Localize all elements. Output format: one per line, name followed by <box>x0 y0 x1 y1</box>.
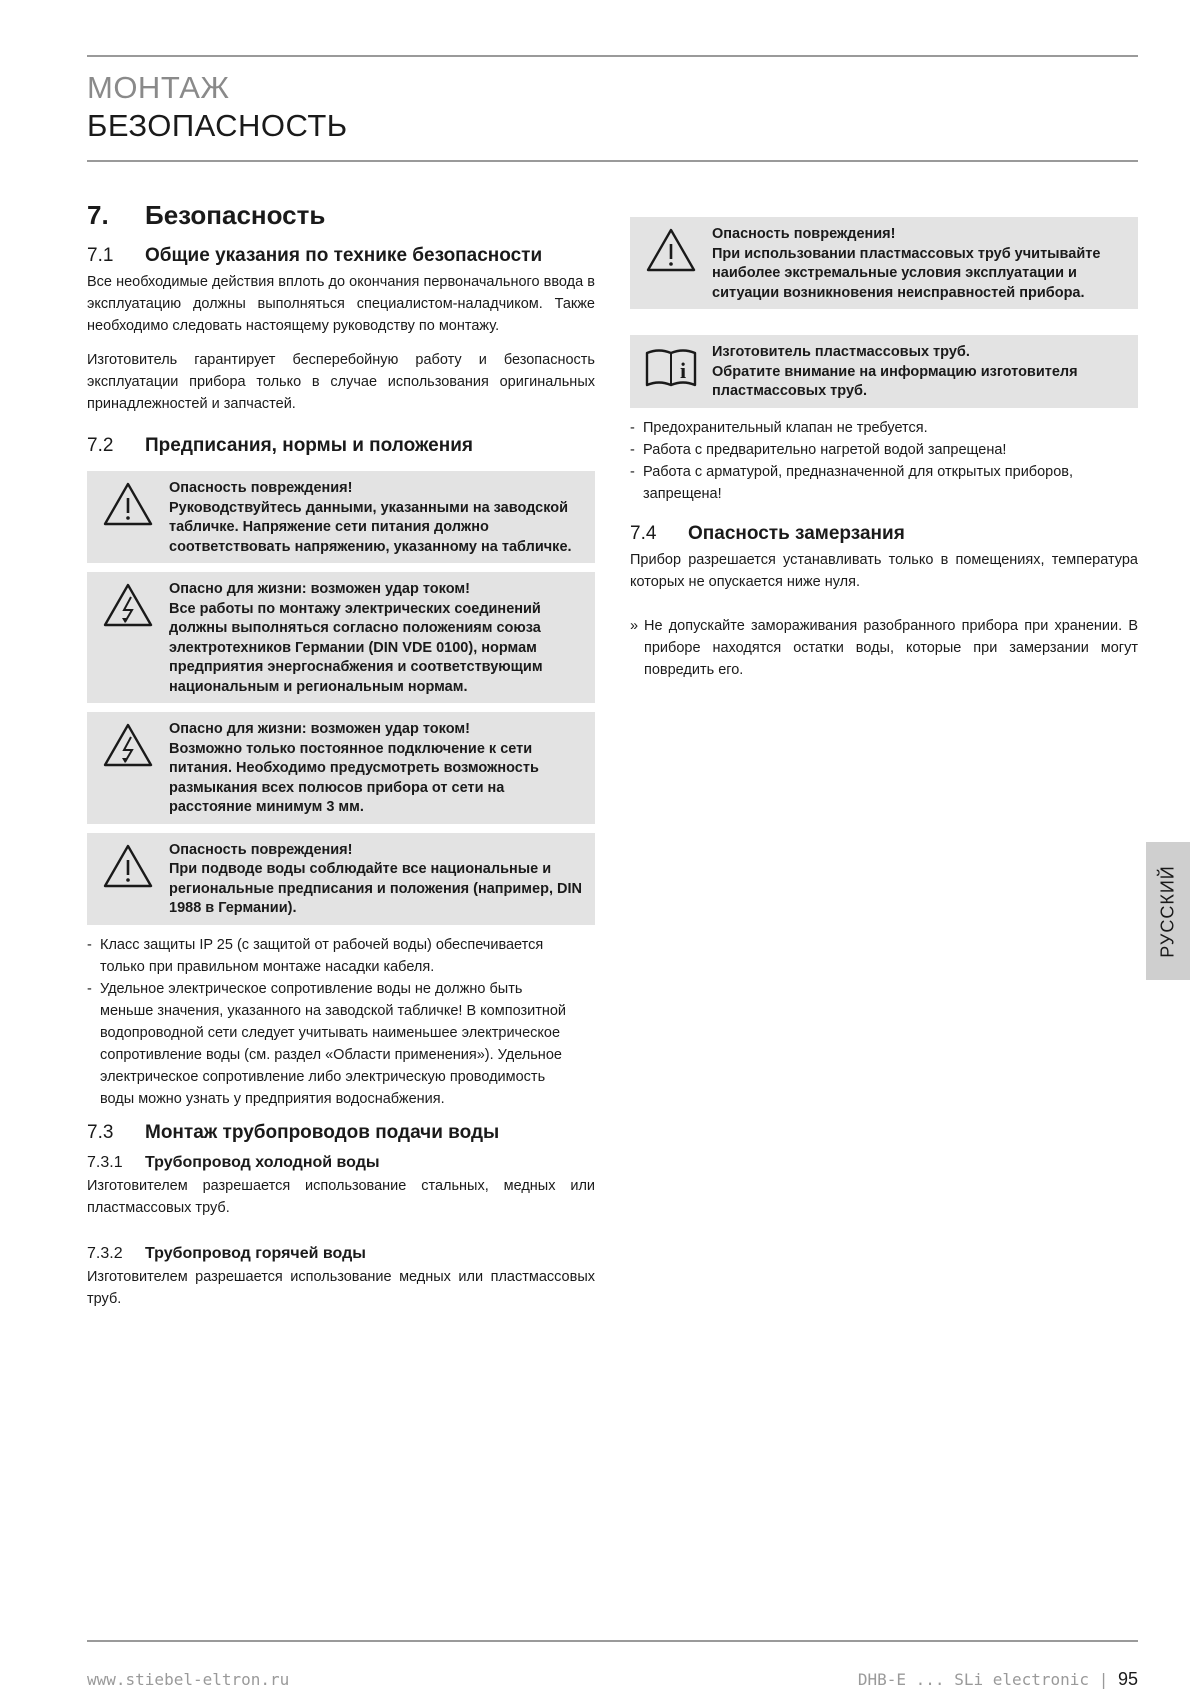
subsubsection-heading-7-3-2 <box>87 1245 595 1263</box>
page-number: 95 <box>1117 1669 1138 1689</box>
action-step <box>630 615 1138 681</box>
subsection-number: 7.3 <box>87 1121 114 1143</box>
info-book-icon <box>630 343 712 391</box>
subsection-number: 7.4 <box>630 522 657 544</box>
subsection-heading-7-1 <box>87 245 595 267</box>
subsubsection-heading-7-3-1 <box>87 1154 595 1172</box>
subsubsection-title: Трубопровод горячей воды <box>145 1244 366 1262</box>
warning-box <box>87 471 595 563</box>
warning-title: Опасно для жизни: возможен удар током! <box>169 581 470 597</box>
subsection-title: Предписания, нормы и положения <box>145 435 473 456</box>
paragraph: Изготовителем разрешается использование стальных, медных или пластмассовых труб. <box>87 1177 595 1216</box>
paragraph: Все необходимые действия вплоть до окончания первоначального ввода в эксплуатацию должны выполняться специалистом-наладчиком. Также необходимо следовать настоящему руководству по монтажу. <box>87 274 595 334</box>
restrictions-list <box>630 417 1138 505</box>
warning-text: Руководствуйтесь данными, указанными на заводской табличке. Напряжение сети питания должно соответствовать напряжению, указанному на табличке. <box>169 499 572 555</box>
footer-separator: | <box>1098 1670 1109 1689</box>
warning-title: Опасность повреждения! <box>712 226 896 242</box>
subsection-title: Монтаж трубопроводов подачи воды <box>145 1121 500 1143</box>
electric-hazard-icon <box>87 580 169 628</box>
warning-triangle-icon <box>630 225 712 273</box>
list-item: - Работа с предварительно нагретой водой запрещена! <box>630 439 1138 461</box>
subsection-title: Общие указания по технике безопасности <box>145 245 543 266</box>
warning-box <box>630 217 1138 309</box>
subsection-heading-7-4 <box>630 523 1138 545</box>
paragraph: Прибор разрешается устанавливать только в помещениях, температура которых не опускается ниже нуля. <box>630 551 1138 590</box>
paragraph: Изготовитель гарантирует бесперебойную работу и безопасность эксплуатации прибора только в случае использования оригинальных принадлежностей и запчастей. <box>87 352 595 412</box>
list-item: - Предохранительный клапан не требуется. <box>630 417 1138 439</box>
warning-box <box>87 833 595 925</box>
section-heading <box>87 200 595 231</box>
requirements-list <box>87 934 567 1110</box>
language-tab <box>1146 842 1190 980</box>
warning-title: Опасность повреждения! <box>169 841 353 858</box>
header-bottom-rule <box>87 160 1138 162</box>
left-column <box>87 200 595 1322</box>
info-title: Изготовитель пластмассовых труб. <box>712 344 970 360</box>
footer-product-name: DHB-E ... SLi electronic <box>857 1670 1090 1689</box>
warning-box <box>87 572 595 703</box>
warning-text: При использовании пластмассовых труб учитывайте наиболее экстремальные условия эксплуатации и ситуации возникновения неисправностей прибора. <box>712 245 1101 301</box>
header-title: БЕЗОПАСНОСТЬ <box>87 108 348 143</box>
section-number: 7. <box>87 200 109 230</box>
warning-text: Возможно только постоянное подключение к сети питания. Необходимо предусмотреть возможность размыкания всех полюсов прибора от сети на расстояние минимум 3 мм. <box>169 740 539 815</box>
header-chapter: МОНТАЖ <box>87 70 230 105</box>
warning-title: Опасность повреждения! <box>169 480 353 496</box>
subsubsection-number: 7.3.1 <box>87 1153 123 1171</box>
subsection-number: 7.2 <box>87 435 114 456</box>
info-box <box>630 335 1138 408</box>
subsubsection-number: 7.3.2 <box>87 1244 123 1262</box>
footer-url: www.stiebel-eltron.ru <box>87 1670 290 1689</box>
top-rule <box>87 55 1138 57</box>
list-item: - Удельное электрическое сопротивление воды не должно быть меньше значения, указанного на заводской табличке! В композитной водопроводной сети следует учитывать наименьшее электрическое сопротивление воды (см. раздел «Области применения»). Удельное электрическое сопротивление либо электрическую проводимость воды можно узнать у предприятия водоснабжения. <box>87 978 567 1110</box>
list-item: - Класс защиты IP 25 (с защитой от рабочей воды) обеспечивается только при правильном монтаже насадки кабеля. <box>87 934 567 978</box>
info-text: Обратите внимание на информацию изготовителя пластмассовых труб. <box>712 363 1078 399</box>
svg-text:i: i <box>679 358 687 383</box>
warning-triangle-icon <box>87 841 169 889</box>
warning-text: При подводе воды соблюдайте все национальные и региональные предписания и положения (например, DIN 1988 в Германии). <box>169 861 582 916</box>
action-marker: » <box>630 617 639 634</box>
subsection-title: Опасность замерзания <box>688 522 905 544</box>
warning-text: Все работы по монтажу электрических соединений должны выполняться согласно положениям союза электротехников Германии (DIN VDE 0100), нормам предприятия энергоснабжения и соответствующим национальным и региональным нормам. <box>169 600 543 695</box>
paragraph: Изготовителем разрешается использование медных или пластмассовых труб. <box>87 1268 595 1307</box>
warning-title: Опасно для жизни: возможен удар током! <box>169 721 470 737</box>
footer-rule <box>87 1640 1138 1642</box>
subsection-number: 7.1 <box>87 245 114 266</box>
action-text: Не допускайте замораживания разобранного прибора при хранении. В приборе находятся остатки воды, которые при замерзании могут повредить его. <box>644 617 1138 678</box>
warning-box <box>87 712 595 824</box>
electric-hazard-icon <box>87 720 169 768</box>
list-item: - Работа с арматурой, предназначенной для открытых приборов, запрещена! <box>630 461 1138 505</box>
subsubsection-title: Трубопровод холодной воды <box>145 1153 380 1171</box>
language-label: РУССКИЙ <box>1157 864 1178 958</box>
right-column <box>630 217 1138 681</box>
subsection-heading-7-3 <box>87 1122 595 1144</box>
section-title: Безопасность <box>145 200 326 230</box>
subsection-heading-7-2 <box>87 435 595 457</box>
footer-product <box>858 1669 1138 1690</box>
warning-triangle-icon <box>87 479 169 527</box>
